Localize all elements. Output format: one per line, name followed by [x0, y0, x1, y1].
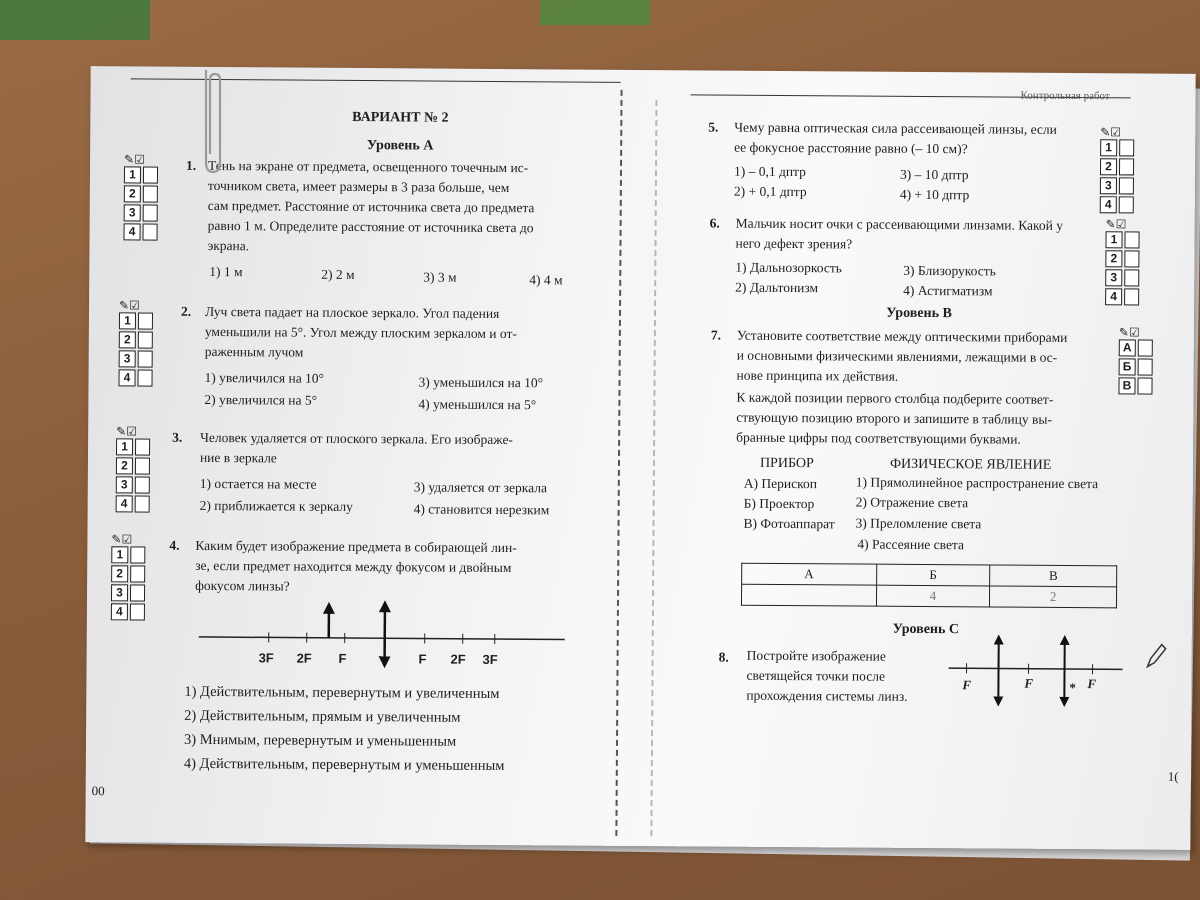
phenomenon-item: 4) Рассеяние света	[857, 536, 965, 553]
table-cell[interactable]	[741, 584, 876, 606]
answer-box[interactable]	[1138, 358, 1153, 375]
table-header: Б	[876, 564, 990, 586]
axis-label: 3F	[258, 650, 274, 666]
page-number-right: 1(	[1167, 768, 1179, 784]
phenomenon-item: 3) Преломление света	[855, 515, 982, 532]
answer-box[interactable]	[130, 603, 145, 620]
q4-option[interactable]: 3) Мнимым, перевернутым и уменьшенным	[183, 731, 457, 750]
table-cell[interactable]: 2	[990, 586, 1117, 608]
q3-option[interactable]: 2) приближается к зеркалу	[199, 497, 353, 514]
q8-text-line: прохождения системы линз.	[746, 687, 908, 704]
answer-box[interactable]	[138, 331, 153, 348]
background-green-object	[0, 0, 150, 40]
answer-box[interactable]	[1137, 377, 1152, 394]
q1-text-line: экрана.	[207, 237, 250, 254]
q2-text-line: уменьшили на 5°. Угол между плоским зеркалом и от-	[204, 323, 517, 342]
lens-diagram-q8	[946, 632, 1127, 713]
q2-option[interactable]: 1) увеличился на 10°	[204, 369, 325, 386]
q6-option[interactable]: 3) Близорукость	[903, 262, 996, 279]
background-green-object-2	[540, 0, 650, 25]
q6-text-line: Мальчик носит очки с рассеивающими линзами. Какой у	[735, 215, 1064, 233]
answer-checkbox-q5: ✎☑ 1 2 3 4	[1100, 125, 1137, 215]
q1-text-line: равно 1 м. Определите расстояние от источника света до	[207, 217, 534, 236]
answer-checkbox-q2: ✎☑ 1 2 3 4	[118, 298, 155, 388]
q1-option[interactable]: 1) 1 м	[209, 263, 243, 280]
answer-box[interactable]	[135, 438, 150, 455]
q7-text-line: ствующую позицию второго и запишите в таблицу вы-	[736, 409, 1053, 427]
answer-box[interactable]	[1119, 158, 1134, 175]
q6-option[interactable]: 1) Дальнозоркость	[735, 259, 842, 276]
q6-text-line: него дефект зрения?	[735, 235, 853, 252]
answer-box[interactable]	[143, 167, 158, 184]
device-item: А) Перископ	[743, 475, 818, 492]
check-header: ✎☑	[124, 152, 145, 167]
header-cut-text: Контрольная работ	[1020, 89, 1110, 103]
q3-number: 3.	[172, 429, 183, 445]
q7-text-line: Установите соответствие между оптическими приборами	[736, 327, 1068, 345]
axis-label: F	[338, 650, 347, 666]
answer-box[interactable]	[1119, 177, 1134, 194]
phenomenon-column-title: ФИЗИЧЕСКОЕ ЯВЛЕНИЕ	[889, 456, 1052, 473]
table-header: В	[990, 565, 1117, 587]
check-header: ✎☑	[1100, 125, 1122, 140]
answer-table-q7	[741, 563, 1117, 609]
q2-text-line: раженным лучом	[204, 343, 304, 360]
q1-number: 1.	[185, 157, 197, 173]
fold-line	[615, 90, 623, 836]
answer-box[interactable]	[1124, 231, 1139, 248]
q5-option[interactable]: 2) + 0,1 дптр	[733, 183, 807, 200]
q8-text-line: Постройте изображение	[746, 647, 886, 664]
q2-option[interactable]: 2) увеличился на 5°	[204, 391, 318, 408]
axis-label: F	[1087, 676, 1097, 692]
q8-number: 8.	[718, 649, 729, 665]
answer-checkbox-q7: ✎☑ А Б В	[1118, 325, 1154, 396]
q2-option[interactable]: 3) уменьшился на 10°	[418, 374, 544, 391]
q4-option[interactable]: 4) Действительным, перевернутым и уменьшенным	[183, 755, 505, 775]
q4-text-line: Каким будет изображение предмета в собирающей лин-	[195, 537, 517, 556]
check-header: ✎☑	[1105, 217, 1127, 232]
answer-box[interactable]	[143, 205, 158, 222]
q7-text-line: нове принципа их действия.	[736, 367, 899, 384]
answer-box[interactable]	[1124, 288, 1139, 305]
q3-text-line: Человек удаляется от плоского зеркала. Его изображе-	[200, 429, 514, 448]
answer-box[interactable]	[138, 350, 153, 367]
answer-box[interactable]	[135, 457, 150, 474]
q1-option[interactable]: 4) 4 м	[529, 272, 563, 288]
q5-number: 5.	[708, 119, 719, 135]
device-column-title: ПРИБОР	[759, 455, 814, 472]
answer-checkbox-q4: ✎☑ 1 2 3 4	[111, 532, 148, 622]
q5-text-line: ее фокусное расстояние равно (– 10 см)?	[734, 139, 968, 157]
q5-text-line: Чему равна оптическая сила рассеивающей линзы, если	[734, 119, 1057, 137]
pencil-icon	[1145, 642, 1167, 670]
q2-number: 2.	[180, 303, 192, 319]
axis-label: 2F	[450, 651, 466, 667]
answer-box[interactable]	[143, 224, 158, 241]
axis-label: F	[418, 651, 427, 667]
q4-number: 4.	[169, 537, 180, 553]
paper-clip-icon	[198, 66, 228, 176]
fold-line-secondary	[650, 100, 658, 836]
q1-option[interactable]: 3) 3 м	[423, 269, 457, 285]
answer-box[interactable]	[130, 546, 145, 563]
check-header: ✎☑	[119, 298, 140, 313]
q3-option[interactable]: 4) становится нерезким	[413, 501, 550, 518]
variant-title: ВАРИАНТ № 2	[352, 109, 449, 126]
answer-box[interactable]	[1124, 269, 1139, 286]
light-point: *	[1069, 680, 1076, 696]
q7-text-line: К каждой позиции первого столбца подберите соответ-	[736, 389, 1054, 407]
q4-text-line: зе, если предмет находится между фокусом и двойным	[195, 557, 512, 576]
answer-box[interactable]	[143, 186, 158, 203]
answer-box[interactable]	[135, 476, 150, 493]
axis-label: F	[1024, 675, 1034, 691]
answer-box[interactable]	[137, 369, 152, 386]
q8-text-line: светящейся точки после	[746, 667, 886, 684]
q4-option[interactable]: 1) Действительным, перевернутым и увеличенным	[184, 683, 500, 703]
check-header: ✎☑	[1118, 325, 1140, 340]
q3-option[interactable]: 1) остается на месте	[199, 475, 317, 492]
axis-label: F	[962, 677, 972, 693]
answer-box[interactable]	[130, 584, 145, 601]
q3-text-line: ние в зеркале	[199, 449, 277, 466]
test-sheet	[85, 66, 1195, 850]
phenomenon-item: 2) Отражение света	[855, 494, 969, 511]
page-number-left: 00	[91, 783, 105, 799]
device-item: Б) Проектор	[743, 495, 815, 512]
answer-checkbox-q3: ✎☑ 1 2 3 4	[116, 424, 153, 514]
q1-text-line: точником света, имеет размеры в 3 раза больше, чем	[207, 177, 510, 196]
q7-text-line: бранные цифры под соответствующими буквами.	[736, 429, 1021, 447]
level-a-title: Уровень А	[366, 138, 434, 154]
answer-box[interactable]	[130, 565, 145, 582]
q7-text-line: и основными физическими явлениями, лежащими в ос-	[736, 347, 1058, 365]
q2-text-line: Луч света падает на плоское зеркало. Угол падения	[204, 303, 500, 322]
table-header: А	[742, 563, 877, 585]
q6-number: 6.	[709, 215, 720, 231]
axis-label: 3F	[482, 651, 498, 668]
answer-box[interactable]	[1124, 250, 1139, 267]
answer-box[interactable]	[1119, 139, 1134, 156]
axis-label: 2F	[296, 650, 312, 666]
q4-text-line: фокусом линзы?	[195, 577, 290, 594]
answer-box[interactable]	[1119, 196, 1134, 213]
check-header: ✎☑	[111, 532, 133, 547]
q5-option[interactable]: 4) + 10 дптр	[899, 186, 970, 203]
q1-text-line: Тень на экране от предмета, освещенного точечным ис-	[207, 157, 529, 176]
answer-box[interactable]	[135, 495, 150, 512]
q6-option[interactable]: 4) Астигматизм	[903, 282, 993, 299]
phenomenon-item: 1) Прямолинейное распространение света	[855, 474, 1099, 492]
q4-option[interactable]: 2) Действительным, прямым и увеличенным	[184, 707, 461, 726]
q6-option[interactable]: 2) Дальтонизм	[735, 279, 819, 296]
q1-text-line: сам предмет. Расстояние от источника света до предмета	[207, 197, 535, 216]
q5-option[interactable]: 3) – 10 дптр	[899, 166, 969, 183]
answer-checkbox-q6: ✎☑ 1 2 3 4	[1105, 217, 1142, 307]
answer-checkbox-q1: ✎☑ 1 2 3 4	[123, 152, 160, 242]
level-b-title: Уровень В	[886, 305, 952, 322]
check-header: ✎☑	[116, 424, 138, 439]
lens-diagram-q4	[195, 599, 575, 672]
q2-option[interactable]: 4) уменьшился на 5°	[418, 396, 537, 413]
answer-box[interactable]	[1138, 339, 1153, 356]
q7-number: 7.	[710, 327, 722, 343]
answer-box[interactable]	[138, 312, 153, 329]
level-c-title: Уровень С	[892, 621, 960, 638]
device-item: В) Фотоаппарат	[743, 515, 835, 532]
q3-option[interactable]: 3) удаляется от зеркала	[413, 479, 548, 496]
q5-option[interactable]: 1) – 0,1 дптр	[733, 163, 806, 180]
table-cell[interactable]: 4	[876, 585, 990, 607]
q1-option[interactable]: 2) 2 м	[321, 266, 355, 282]
